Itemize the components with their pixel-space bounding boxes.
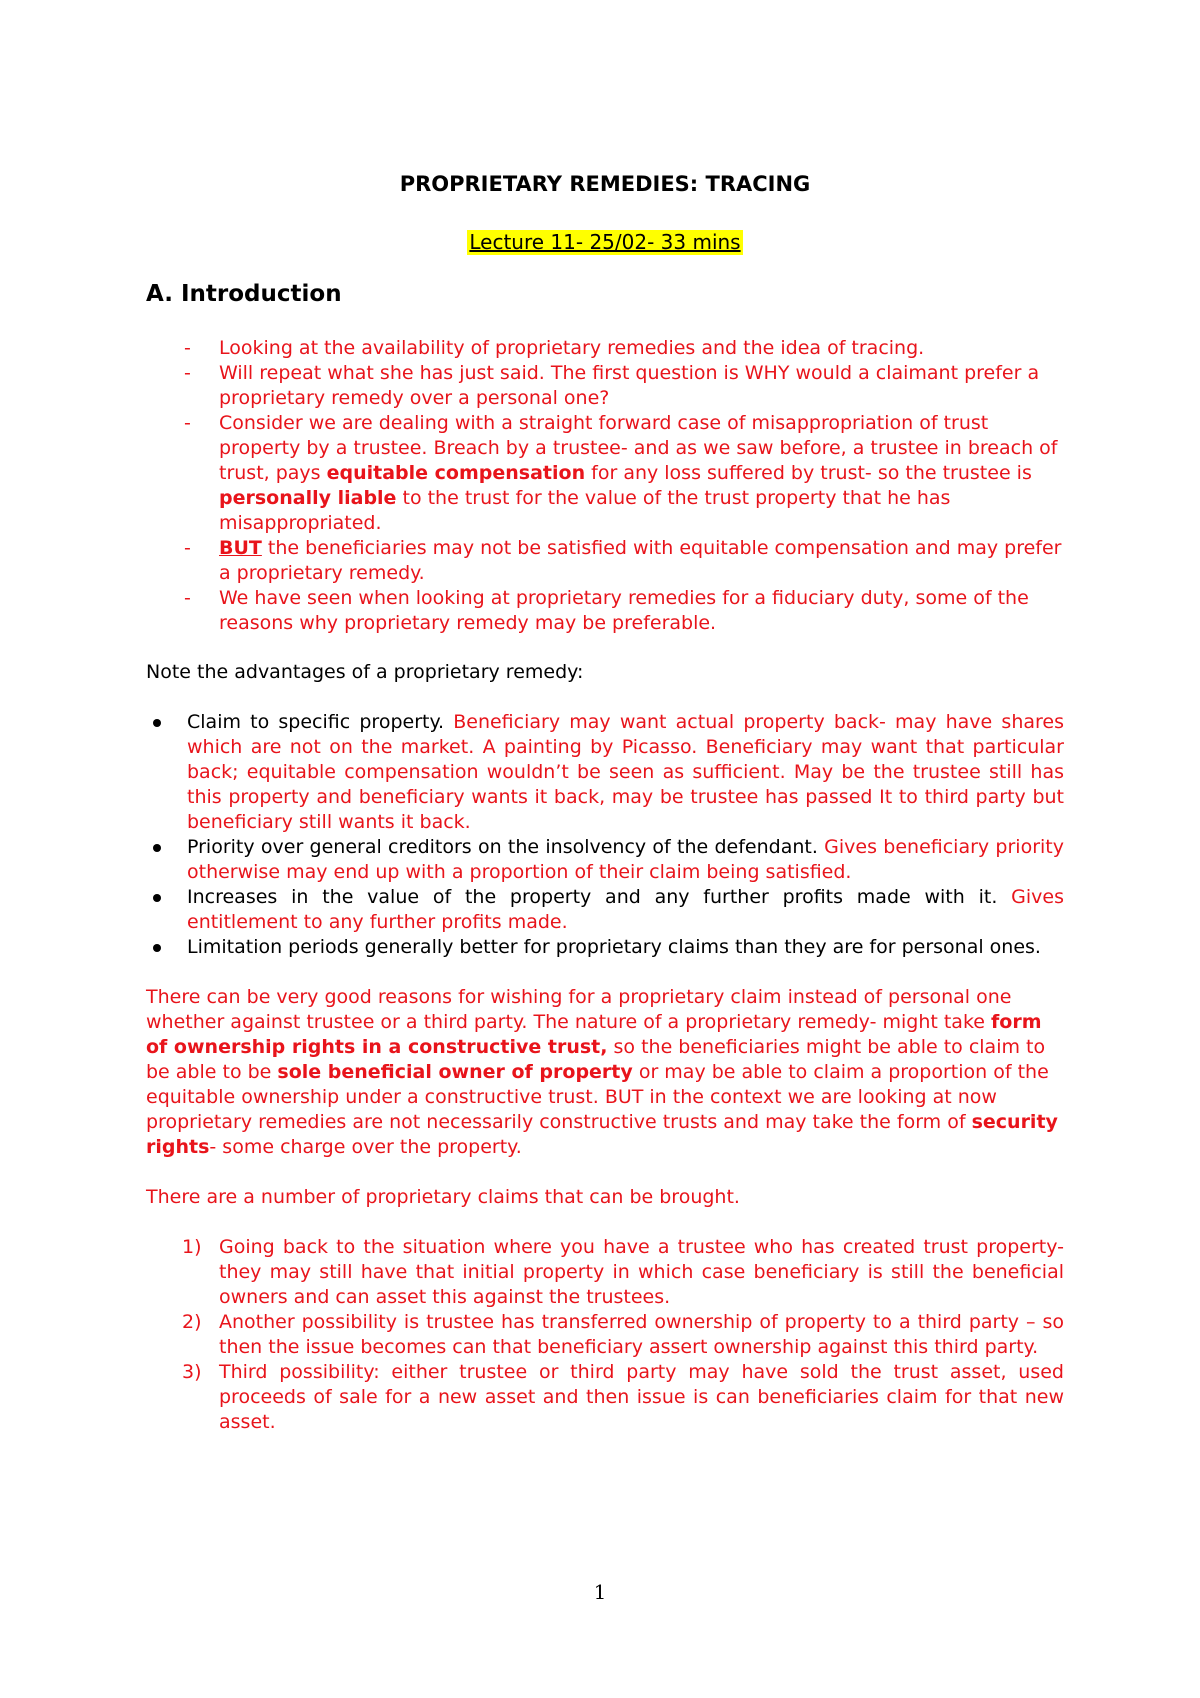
list-item-text: Priority over general creditors on the insolvency of the defendant. (187, 836, 825, 858)
page-number: 1 (593, 1580, 607, 1604)
list-item-text: We have seen when looking at proprietary remedies for a fiduciary duty, some of the reasons why proprietary remedy may be preferable. (219, 587, 1029, 634)
list-number: 3) (182, 1361, 202, 1383)
list-item-text: Will repeat what she has just said. The first question is WHY would a claimant prefer a proprietary remedy over a personal one? (219, 362, 1040, 409)
list-item (146, 586, 1064, 636)
list-item-text: Consider we are dealing with a straight forward case of misappropriation of trust property by a trustee. Breach by a trustee- and as we saw before, a trustee in breach of trust, pays (219, 412, 1058, 484)
section-heading-introduction: A. Introduction (146, 281, 342, 307)
list-item (146, 411, 1064, 536)
dash-marker: - (184, 337, 191, 359)
list-item-text: Going back to the situation where you have a trustee who has created trust property- they may still have that initial property in which case beneficiary is still the beneficial owners and can asset this against the trustees. (219, 1236, 1064, 1308)
list-item-text: the beneficiaries may not be satisfied with equitable compensation and may prefer a proprietary remedy. (219, 537, 1062, 584)
list-item-text: Claim to specific property. (187, 711, 454, 733)
intro-dash-list (146, 336, 1064, 636)
dash-marker: - (184, 412, 191, 434)
list-item-text: Another possibility is trustee has transferred ownership of property to a third party – so then the issue becomes can that beneficiary assert ownership against this third party. (219, 1311, 1064, 1358)
lecture-highlight: Lecture 11- 25/02- 33 mins (469, 230, 741, 254)
bullet-icon (153, 894, 161, 902)
bold-term: form of ownership rights in a constructive trust, (146, 1011, 1042, 1058)
bullet-icon (153, 719, 161, 727)
paragraph-text: or may be able to claim a proportion of the equitable ownership under a constructive trust. BUT in the context we are looking at now proprietary remedies are not necessarily constructive trusts and may take the form of (146, 1061, 1049, 1133)
list-item (146, 536, 1064, 586)
dash-marker: - (184, 537, 191, 559)
dash-marker: - (184, 587, 191, 609)
bold-term: BUT (219, 537, 262, 559)
list-item (146, 835, 1064, 885)
list-item (146, 1310, 1064, 1360)
list-item (146, 1235, 1064, 1310)
paragraph-text: There can be very good reasons for wishing for a proprietary claim instead of personal one whether against trustee or a third party. The nature of a proprietary remedy- might take (146, 986, 1012, 1033)
list-item-text: Increases in the value of the property and any further profits made with it. (187, 886, 1012, 908)
advantages-list (146, 710, 1064, 960)
bold-term: equitable compensation (326, 462, 586, 484)
paragraph-text: - some charge over the property. (209, 1136, 522, 1158)
list-item (146, 710, 1064, 835)
advantages-intro: Note the advantages of a proprietary remedy: (146, 661, 584, 683)
bold-term: sole beneficial owner of property (277, 1061, 633, 1083)
list-item-note: Beneficiary may want actual property back- may have shares which are not on the market. A painting by Picasso. Beneficiary may want that particular back; equitable compensation wouldn’t be seen as sufficient. May be the trustee still has this property and beneficiary wants it back, may be trustee has passed It to third party but beneficiary still wants it back. (187, 711, 1064, 833)
list-item (146, 361, 1064, 411)
list-item-text: Limitation periods generally better for proprietary claims than they are for personal ones. (187, 936, 1041, 958)
document-body (146, 172, 1064, 1435)
list-item (146, 885, 1064, 935)
paragraph-text: so the beneficiaries might be able to claim to be able to be (146, 1036, 1046, 1083)
claims-list (146, 1235, 1064, 1435)
list-item (146, 1360, 1064, 1435)
page-title: PROPRIETARY REMEDIES: TRACING (399, 172, 811, 196)
lecture-line (146, 230, 1064, 256)
list-number: 2) (182, 1311, 202, 1333)
list-item-note: Gives entitlement to any further profits made. (187, 886, 1064, 933)
bold-term: personally liable (219, 487, 397, 509)
bullet-icon (153, 844, 161, 852)
list-item-note: Gives beneficiary priority otherwise may end up with a proportion of their claim being satisfied. (187, 836, 1064, 883)
reasons-paragraph (146, 985, 1064, 1160)
bullet-icon (153, 944, 161, 952)
list-item (146, 935, 1064, 960)
list-item (146, 336, 1064, 361)
bold-term: security rights (146, 1111, 1058, 1158)
list-item-text: to the trust for the value of the trust property that he has misappropriated. (219, 487, 951, 534)
dash-marker: - (184, 362, 191, 384)
list-item-text: Third possibility: either trustee or third party may have sold the trust asset, used proceeds of sale for a new asset and then issue is can beneficiaries claim for that new asset. (219, 1361, 1064, 1433)
list-item-text: for any loss suffered by trust- so the trustee is (585, 462, 1032, 484)
list-item-text: Looking at the availability of proprietary remedies and the idea of tracing. (219, 337, 925, 359)
claims-intro: There are a number of proprietary claims that can be brought. (146, 1186, 740, 1208)
list-number: 1) (182, 1236, 202, 1258)
